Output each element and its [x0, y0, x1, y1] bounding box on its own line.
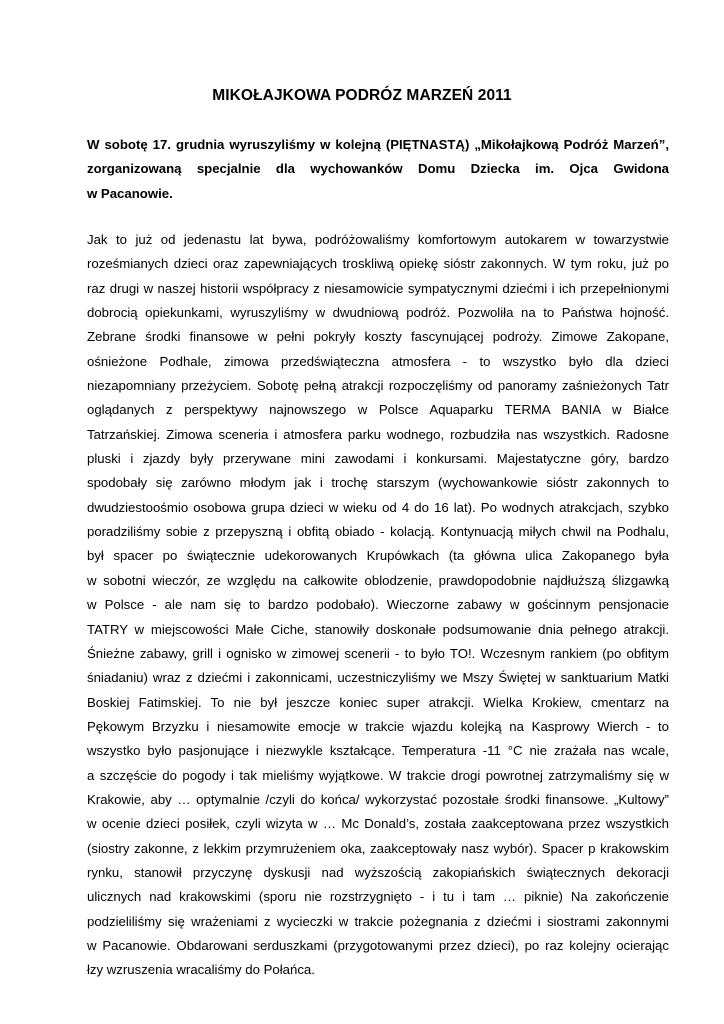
- intro-paragraph: [87, 133, 669, 206]
- body-paragraph: [87, 228, 669, 983]
- text-line: w ocenie dzieci posiłek, czyli wizyta w … Mc Donald’s, została zaakceptowana przez wszystkich: [87, 816, 669, 832]
- text-line: w Polsce - ale nam się to bardzo podobało). Wieczorne zabawy w gościnnym pensjonacie: [87, 597, 669, 613]
- text-line: Jak to już od jedenastu lat bywa, podróżowaliśmy komfortowym autokarem w towarzystwie: [87, 232, 669, 247]
- document-title: MIKOŁAJKOWA PODRÓZ MARZEŃ 2011: [212, 87, 512, 104]
- text-line: Krakowie, aby … optymalnie /czyli do końca/ wykorzystać pozostałe środki finansowe. „Kultowy”: [87, 791, 669, 807]
- text-line: wszystko było pasjonujące i niezwykle kształcące. Temperatura -11 °C nie zrażała nas wcale,: [87, 743, 669, 759]
- text-line: Tatrzańskiej. Zimowa sceneria i atmosfera parku wodnego, rozbudziła nas wszystkich. Radosne: [87, 426, 669, 442]
- text-line: W sobotę 17. grudnia wyruszyliśmy w kolejną (PIĘTNASTĄ) „Mikołajkową Podróż Marzeń”,: [87, 137, 669, 152]
- text-line: raz drugi w naszej historii współpracy z niesamowicie sympatycznymi dziećmi i ich przepełnionymi: [87, 280, 669, 296]
- text-line: był spacer po świątecznie udekorowanych Krupówkach (ta główna ulica Zakopanego była: [87, 548, 669, 564]
- text-line: śniadaniu) wraz z dziećmi i zakonnicami, uczestniczyliśmy we Mszy Świętej w sanktuarium Matki: [87, 670, 669, 686]
- text-line: pluski i zjazdy były przerywane mini zawodami i konkursami. Majestatyczne góry, bardzo: [87, 451, 669, 467]
- text-line: (siostry zakonne, z lekkim przymrużeniem oka, zaakceptowały nasz wybór). Spacer p krakowskim: [87, 840, 669, 856]
- text-line: niezapomniany przeżyciem. Sobotę pełną atrakcji rozpoczęliśmy od panoramy zaśnieżonych Tatr: [87, 378, 669, 394]
- text-line: poradziliśmy sobie z przepyszną i obfitą obiado - kolacją. Kontynuacją miłych chwil na Podhalu,: [87, 524, 669, 540]
- text-line: rynku, stanowił przyczynę dyskusji nad wyższością zakopiańskich świątecznych dekoracji: [87, 864, 669, 880]
- text-line: ośnieżone Podhale, zimowa przedświąteczna atmosfera - to wszystko było dla dzieci: [87, 353, 669, 369]
- text-line: podzieliliśmy się wrażeniami z wycieczki w trakcie pożegnania z dziećmi i siostrami zakonnymi: [87, 913, 669, 929]
- text-line: Boskiej Fatimskiej. To nie był jeszcze koniec super atrakcji. Wielka Krokiew, cmentarz na: [87, 694, 669, 710]
- text-line: Śnieżne zabawy, grill i ognisko w zimowej scenerii - to było TO!. Wczesnym rankiem (po obfitym: [87, 645, 669, 661]
- text-line: w Pacanowie.: [87, 185, 173, 201]
- text-line: a szczęście do pogody i tak mieliśmy wyjątkowe. W trakcie drogi powrotnej zatrzymaliśmy się w: [87, 767, 669, 783]
- text-line: Zebrane środki finansowe w pełni pokryły koszty fascynującej podroży. Zimowe Zakopane,: [87, 329, 669, 345]
- text-line: TATRY w miejscowości Małe Ciche, stanowiły doskonałe podsumowanie dnia pełnego atrakcji.: [87, 621, 669, 637]
- text-line: spodobały się zarówno młodym jak i trochę starszym (wychowankowie sióstr zakonnych to: [87, 475, 669, 491]
- text-line: Pękowym Brzyzku i niesamowite emocje w trakcie wjazdu kolejką na Kasprowy Wierch - to: [87, 718, 669, 734]
- text-line: w sobotni wieczór, ze względu na całkowite oblodzenie, prawdopodobnie najdłuższą ślizgawką: [87, 572, 669, 588]
- text-line: dobrocią opiekunkami, wyruszyliśmy w dwudniową podróż. Pozwoliła na to Państwa hojność.: [87, 305, 669, 321]
- text-line: roześmianych dzieci oraz zapewniających troskliwą opiekę sióstr zakonnych. W tym roku, już po: [87, 256, 669, 272]
- text-line: dwudziestoośmio osobowa grupa dzieci w wieku od 4 do 16 lat). Po wodnych atrakcjach, szybko: [87, 499, 669, 515]
- text-line: zorganizowaną specjalnie dla wychowanków Domu Dziecka im. Ojca Gwidona: [87, 161, 669, 177]
- text-line: w Pacanowie. Obdarowani serduszkami (przygotowanymi przez dzieci), po raz kolejny ocierając: [87, 937, 669, 953]
- text-line: ulicznych nad krakowskimi (sporu nie rozstrzygnięto - i tu i tam … piknie) Na zakończenie: [87, 889, 669, 905]
- text-line: łzy wzruszenia wracaliśmy do Połańca.: [87, 962, 315, 978]
- text-line: oglądanych z perspektywy najnowszego w Polsce Aquaparku TERMA BANIA w Białce: [87, 402, 669, 418]
